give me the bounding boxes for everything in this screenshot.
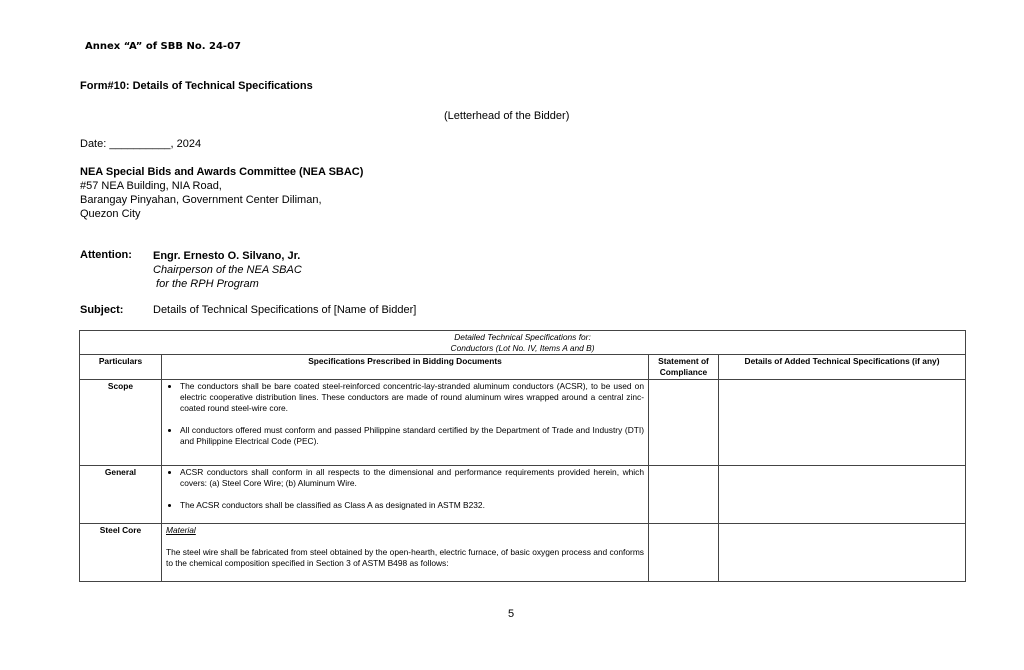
attention-name: Engr. Ernesto O. Silvano, Jr.: [153, 250, 301, 262]
spec-cell: [162, 380, 649, 466]
attention-role: Chairperson of the NEA SBAC: [153, 264, 302, 276]
compliance-cell[interactable]: [649, 524, 719, 582]
row-label-steel-core: Steel Core: [80, 524, 162, 582]
added-spec-cell[interactable]: [719, 466, 966, 524]
attention-role: for the RPH Program: [153, 278, 259, 290]
spec-bullet: • The ACSR conductors shall be classified as Class A as designated in ASTM B232.: [180, 500, 644, 511]
row-label-general: General: [80, 466, 162, 524]
spec-cell: [162, 466, 649, 524]
added-spec-cell[interactable]: [719, 524, 966, 582]
material-subheading: Material: [166, 525, 196, 535]
letterhead-placeholder: (Letterhead of the Bidder): [444, 110, 570, 122]
spec-cell: [162, 524, 649, 582]
address-line: #57 NEA Building, NIA Road,: [80, 180, 222, 192]
table-caption-row: [80, 331, 966, 355]
spec-paragraph: The steel wire shall be fabricated from steel obtained by the open-hearth, electric furnace, of basic oxygen process and conforms to the chemical composition specified in Section 3 of ASTM B498 as follows:: [166, 547, 644, 568]
table-row: [80, 524, 966, 582]
row-label-scope: Scope: [80, 380, 162, 466]
date-line: Date: __________, 2024: [80, 138, 202, 150]
address-org: NEA Special Bids and Awards Committee (NEA SBAC): [80, 166, 364, 178]
specifications-table: [79, 330, 966, 582]
header-particulars: Particulars: [80, 355, 162, 380]
caption-line: Detailed Technical Specifications for:: [454, 332, 591, 342]
header-statement: Statement of Compliance: [649, 355, 719, 380]
compliance-cell[interactable]: [649, 466, 719, 524]
address-line: Barangay Pinyahan, Government Center Diliman,: [80, 194, 322, 206]
attention-block: [153, 249, 302, 291]
compliance-cell[interactable]: [649, 380, 719, 466]
added-spec-cell[interactable]: [719, 380, 966, 466]
form-title: Form#10: Details of Technical Specifications: [80, 80, 313, 92]
header-specifications: Specifications Prescribed in Bidding Documents: [162, 355, 649, 380]
table-row: [80, 466, 966, 524]
spec-bullet: • The conductors shall be bare coated steel-reinforced concentric-lay-stranded aluminum conductors (ACSR), to be used on electric cooperative distribution lines. These conductors are made of round aluminum wires wrapped around a central zinc-coated round steel-wire core.: [180, 381, 644, 414]
attention-label: Attention:: [80, 249, 132, 261]
page-number: 5: [508, 608, 515, 620]
table-caption: [80, 331, 966, 355]
subject-text: Details of Technical Specifications of [Name of Bidder]: [153, 304, 417, 316]
caption-line: Conductors (Lot No. IV, Items A and B): [450, 343, 595, 353]
address-line: Quezon City: [80, 208, 141, 220]
address-block: [80, 165, 363, 221]
header-details: Details of Added Technical Specifications (if any): [719, 355, 966, 380]
table-header-row: [80, 355, 966, 380]
spec-bullet: • ACSR conductors shall conform in all respects to the dimensional and performance requirements provided herein, which covers: (a) Steel Core Wire; (b) Aluminum Wire.: [180, 467, 644, 489]
subject-label: Subject:: [80, 304, 124, 316]
table-row: [80, 380, 966, 466]
spec-bullet: • All conductors offered must conform and passed Philippine standard certified by the Department of Trade and Industry (DTI) and Philippine Electrical Code (PEC).: [180, 425, 644, 447]
annex-reference: Annex “A” of SBB No. 24-07: [85, 41, 241, 52]
